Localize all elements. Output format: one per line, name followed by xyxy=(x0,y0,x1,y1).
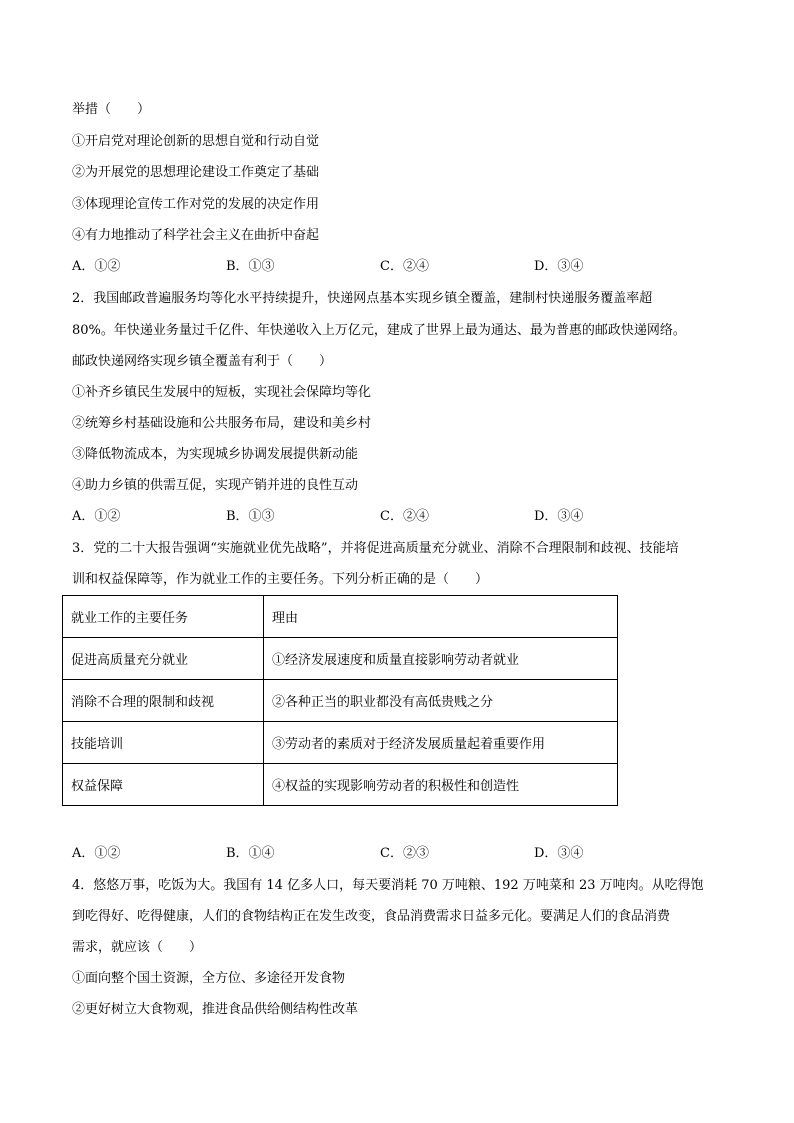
q2-choices xyxy=(72,508,632,526)
table-header-row xyxy=(63,596,618,638)
q3-choice-c: C．②③ xyxy=(380,846,429,861)
q1-option-4: ④有力地推动了科学社会主义在曲折中奋起 xyxy=(72,228,320,243)
q4-option-1: ①面向整个国土资源，全方位、多途径开发食物 xyxy=(72,971,346,986)
q2-option-3: ③降低物流成本，为实现城乡协调发展提供新动能 xyxy=(72,447,359,462)
q2-choice-b: B．①③ xyxy=(226,509,275,524)
q3-stem-line-1: 3．党的二十大报告强调“实施就业优先战略”，并将促进高质量充分就业、消除不合理限制和歧视、技能培 xyxy=(72,541,679,556)
q2-option-4: ④助力乡镇的供需互促，实现产销并进的良性互动 xyxy=(72,478,359,493)
q1-choice-d: D．③④ xyxy=(534,259,584,274)
table-cell-reason: ①经济发展速度和质量直接影响劳动者就业 xyxy=(264,638,618,680)
q3-table xyxy=(62,595,618,806)
q3-choice-d: D．③④ xyxy=(534,846,584,861)
table-row xyxy=(63,764,618,806)
q1-stem-tail: 举措（ ） xyxy=(72,102,151,117)
q2-stem-line-2: 80%。年快递业务量过千亿件、年快递收入上万亿元，建成了世界上最为通达、最为普惠的邮政快递网络。 xyxy=(72,323,686,338)
table-cell-task: 权益保障 xyxy=(63,764,264,806)
q2-choice-d: D．③④ xyxy=(534,509,584,524)
q4-stem-line-2: 到吃得好、吃得健康，人们的食物结构正在发生改变，食品消费需求日益多元化。要满足人们的食品消费 xyxy=(72,909,671,924)
table-row xyxy=(63,638,618,680)
q1-option-3: ③体现理论宣传工作对党的发展的决定作用 xyxy=(72,197,320,212)
table-header-reason: 理由 xyxy=(264,596,618,638)
table-cell-reason: ②各种正当的职业都没有高低贵贱之分 xyxy=(264,680,618,722)
table-cell-task: 促进高质量充分就业 xyxy=(63,638,264,680)
q3-choice-b: B．①④ xyxy=(226,846,275,861)
q1-option-1: ①开启党对理论创新的思想自觉和行动自觉 xyxy=(72,134,320,149)
table-cell-reason: ③劳动者的素质对于经济发展质量起着重要作用 xyxy=(264,722,618,764)
q1-choices xyxy=(72,258,632,276)
q1-choice-a: A．①② xyxy=(72,259,121,274)
q1-choice-b: B．①③ xyxy=(226,259,275,274)
table-cell-task: 技能培训 xyxy=(63,722,264,764)
table-row xyxy=(63,722,618,764)
q3-choice-a: A．①② xyxy=(72,846,121,861)
q4-option-2: ②更好树立大食物观，推进食品供给侧结构性改革 xyxy=(72,1002,359,1017)
table-cell-reason: ④权益的实现影响劳动者的积极性和创造性 xyxy=(264,764,618,806)
q1-choice-c: C．②④ xyxy=(380,259,429,274)
q1-option-2: ②为开展党的思想理论建设工作奠定了基础 xyxy=(72,165,320,180)
q4-stem-line-1: 4．悠悠万事，吃饭为大。我国有 14 亿多人口，每天要消耗 70 万吨粮、192 万吨菜和 23 万吨肉。从吃得饱 xyxy=(72,878,704,893)
q2-stem-line-1: 2．我国邮政普遍服务均等化水平持续提升，快递网点基本实现乡镇全覆盖，建制村快递服务覆盖率超 xyxy=(72,291,653,306)
q3-stem-line-2: 训和权益保障等，作为就业工作的主要任务。下列分析正确的是（ ） xyxy=(72,572,489,587)
table-cell-task: 消除不合理的限制和歧视 xyxy=(63,680,264,722)
q3-choices xyxy=(72,845,632,863)
q2-choice-a: A．①② xyxy=(72,509,121,524)
table-row xyxy=(63,680,618,722)
q2-option-1: ①补齐乡镇民生发展中的短板，实现社会保障均等化 xyxy=(72,385,372,400)
q4-stem-line-3: 需求，就应该（ ） xyxy=(72,940,203,955)
table-header-task: 就业工作的主要任务 xyxy=(63,596,264,638)
q2-stem-line-3: 邮政快递网络实现乡镇全覆盖有利于（ ） xyxy=(72,354,333,369)
q2-option-2: ②统筹乡村基础设施和公共服务布局，建设和美乡村 xyxy=(72,416,372,431)
q2-choice-c: C．②④ xyxy=(380,509,429,524)
